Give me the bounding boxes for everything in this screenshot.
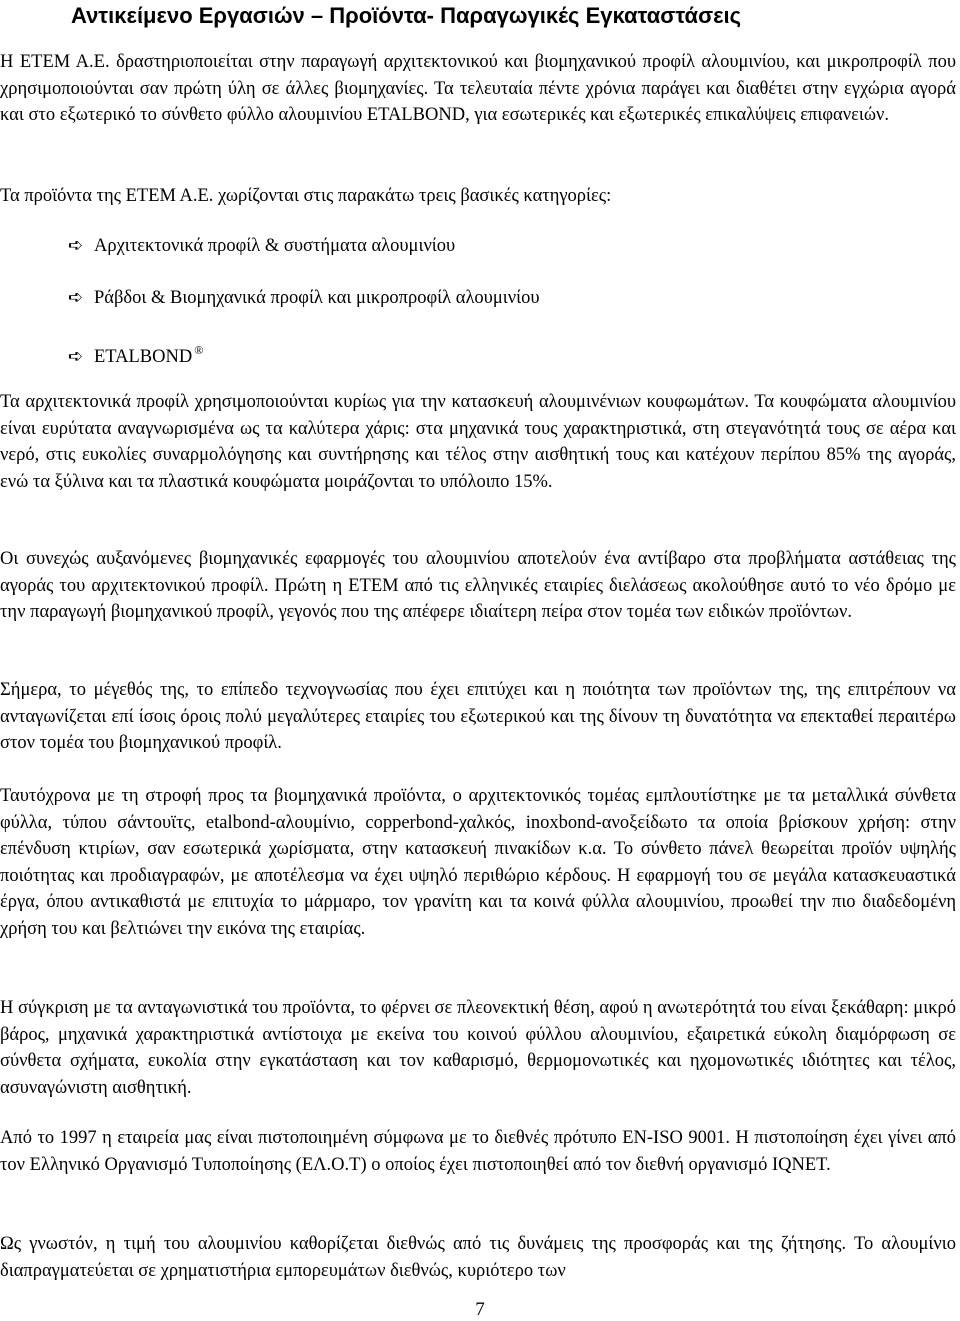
paragraph-competitiveness: Σήμερα, το μέγεθός της, το επίπεδο τεχνογνωσίας που έχει επιτύχει και η ποιότητα των προϊόντων της, της επιτρέπουν να ανταγωνίζεται επί ίσοις όροις πολύ μεγαλύτερες εταιρίες του εξωτερικού και της δίνουν τη δυνατότητα να επεκταθεί περαιτέρω στον τομέα του βιομηχανικού προφίλ. [0,680,956,754]
section-title: Αντικείμενο Εργασιών – Προϊόντα- Παραγωγικές Εγκαταστάσεις [71,3,742,28]
arrow-icon: ➪ [68,235,84,256]
category-item [68,233,455,259]
paragraph-composite-panels: Ταυτόχρονα με τη στροφή προς τα βιομηχανικά προϊόντα, ο αρχιτεκτονικός τομέας εμπλουτίστηκε με τα μεταλλικά σύνθετα φύλλα, τύπου σάντουϊτς, etalbond-αλουμίνιο, copperbond-χαλκός, inoxbond-ανοξείδωτο τα οποία βρίσκουν χρήση: στην επένδυση κτιρίων, σαν εσωτερικά χωρίσματα, στην κατασκευή πινακίδων κ.α. Το σύνθετο πάνελ θεωρείται προϊόν υψηλής ποιότητας και προδιαγραφών, με αποτέλεσμα να έχει υψηλό περιθώριο κέρδους. Η εφαρμογή του σε μεγάλα κατασκευαστικά έργα, όπου αντικαθιστά με επιτυχία το μάρμαρο, τον γρανίτη και τα κοινά φύλλα αλουμινίου, προωθεί την πιο διαδεδομένη χρήση του και βελτιώνει την εικόνα της εταιρίας. [0,786,956,939]
page-number: 7 [475,1299,485,1320]
paragraph-industrial-applications: Οι συνεχώς αυξανόμενες βιομηχανικές εφαρμογές του αλουμινίου αποτελούν ένα αντίβαρο στα προβλήματα αστάθειας της αγοράς του αρχιτεκτονικού προφίλ. Πρώτη η ΕΤΕΜ από τις ελληνικές εταιρίες διελάσεως ακολούθησε αυτό το νέο δρόμο με την παραγωγή βιομηχανικού προφίλ, γεγονός που της απέφερε ιδιαίτερη πείρα στον τομέα των ειδικών προϊόντων. [0,549,956,623]
intro-paragraph: Η ΕΤΕΜ Α.Ε. δραστηριοποιείται στην παραγωγή αρχιτεκτονικού και βιομηχανικού προφίλ αλουμινίου, και μικροπροφίλ που χρησιμοποιούνται σαν πρώτη ύλη σε άλλες βιομηχανίες. Τα τελευταία πέντε χρόνια παράγει και διαθέτει στην εγχώρια αγορά και στο εξωτερικό το σύνθετο φύλλο αλουμινίου ETALBOND, για εσωτερικές και εξωτερικές επικαλύψεις επιφανειών. [0,52,956,126]
category-label: Αρχιτεκτονικά προφίλ & συστήματα αλουμινίου [94,236,456,256]
paragraph-comparison: Η σύγκριση με τα ανταγωνιστικά του προϊόντα, το φέρνει σε πλεονεκτική θέση, αφού η ανωτερότητά του είναι ξεκάθαρη: μικρό βάρος, μηχανικά χαρακτηριστικά αντίστοιχα με εκείνα του κοινού φύλλου αλουμινίου, εξαιρετικά εύκολη διαμόρφωση σε σύνθετα σχήματα, ευκολία στην εγκατάσταση και τον καθαρισμό, θερμομονωτικές και ηχομονωτικές ιδιότητες και τέλος, ασυναγώνιστη αισθητική. [0,998,956,1098]
category-item [68,337,203,370]
category-label: Ράβδοι & Βιομηχανικά προφίλ και μικροπροφίλ αλουμινίου [94,288,540,308]
paragraph-aluminium-price: Ως γνωστόν, η τιμή του αλουμινίου καθορίζεται διεθνώς από τις δυνάμεις της προσφοράς και της ζήτησης. Το αλουμίνιο διαπραγματεύεται σε χρηματιστήρια εμπορευμάτων διεθνώς, κυριότερο των [0,1234,956,1281]
category-label: ETALBOND [94,347,193,367]
arrow-icon: ➪ [68,346,84,367]
categories-intro: Τα προϊόντα της ΕΤΕΜ Α.Ε. χωρίζονται στις παρακάτω τρεις βασικές κατηγορίες: [0,186,612,206]
paragraph-certification: Από το 1997 η εταιρεία μας είναι πιστοποιημένη σύμφωνα με το διεθνές πρότυπο EN-ISO 9001. Η πιστοποίηση έχει γίνει από τον Ελληνικό Οργανισμό Τυποποίησης (ΕΛ.Ο.Τ) ο οποίος έχει πιστοποιηθεί από τον διεθνή οργανισμό IQNET. [0,1128,956,1175]
paragraph-architectural-profiles: Τα αρχιτεκτονικά προφίλ χρησιμοποιούνται κυρίως για την κατασκευή αλουμινένιων κουφωμάτων. Τα κουφώματα αλουμινίου είναι ευρύτατα αναγνωρισμένα ως τα καλύτερα χάρις: στα μηχανικά τους χαρακτηριστικά, στη στεγανότητά τους σε αέρα και νερό, στις ευκολίες συναρμολόγησης και συντήρησης και τέλος στην αισθητική τους και κατέχουν περίπου 85% της αγοράς, ενώ τα ξύλινα και τα πλαστικά κουφώματα μοιράζονται το υπόλοιπο 15%. [0,392,956,492]
arrow-icon: ➪ [68,287,84,308]
registered-mark: ® [194,343,204,357]
category-item [68,285,539,311]
